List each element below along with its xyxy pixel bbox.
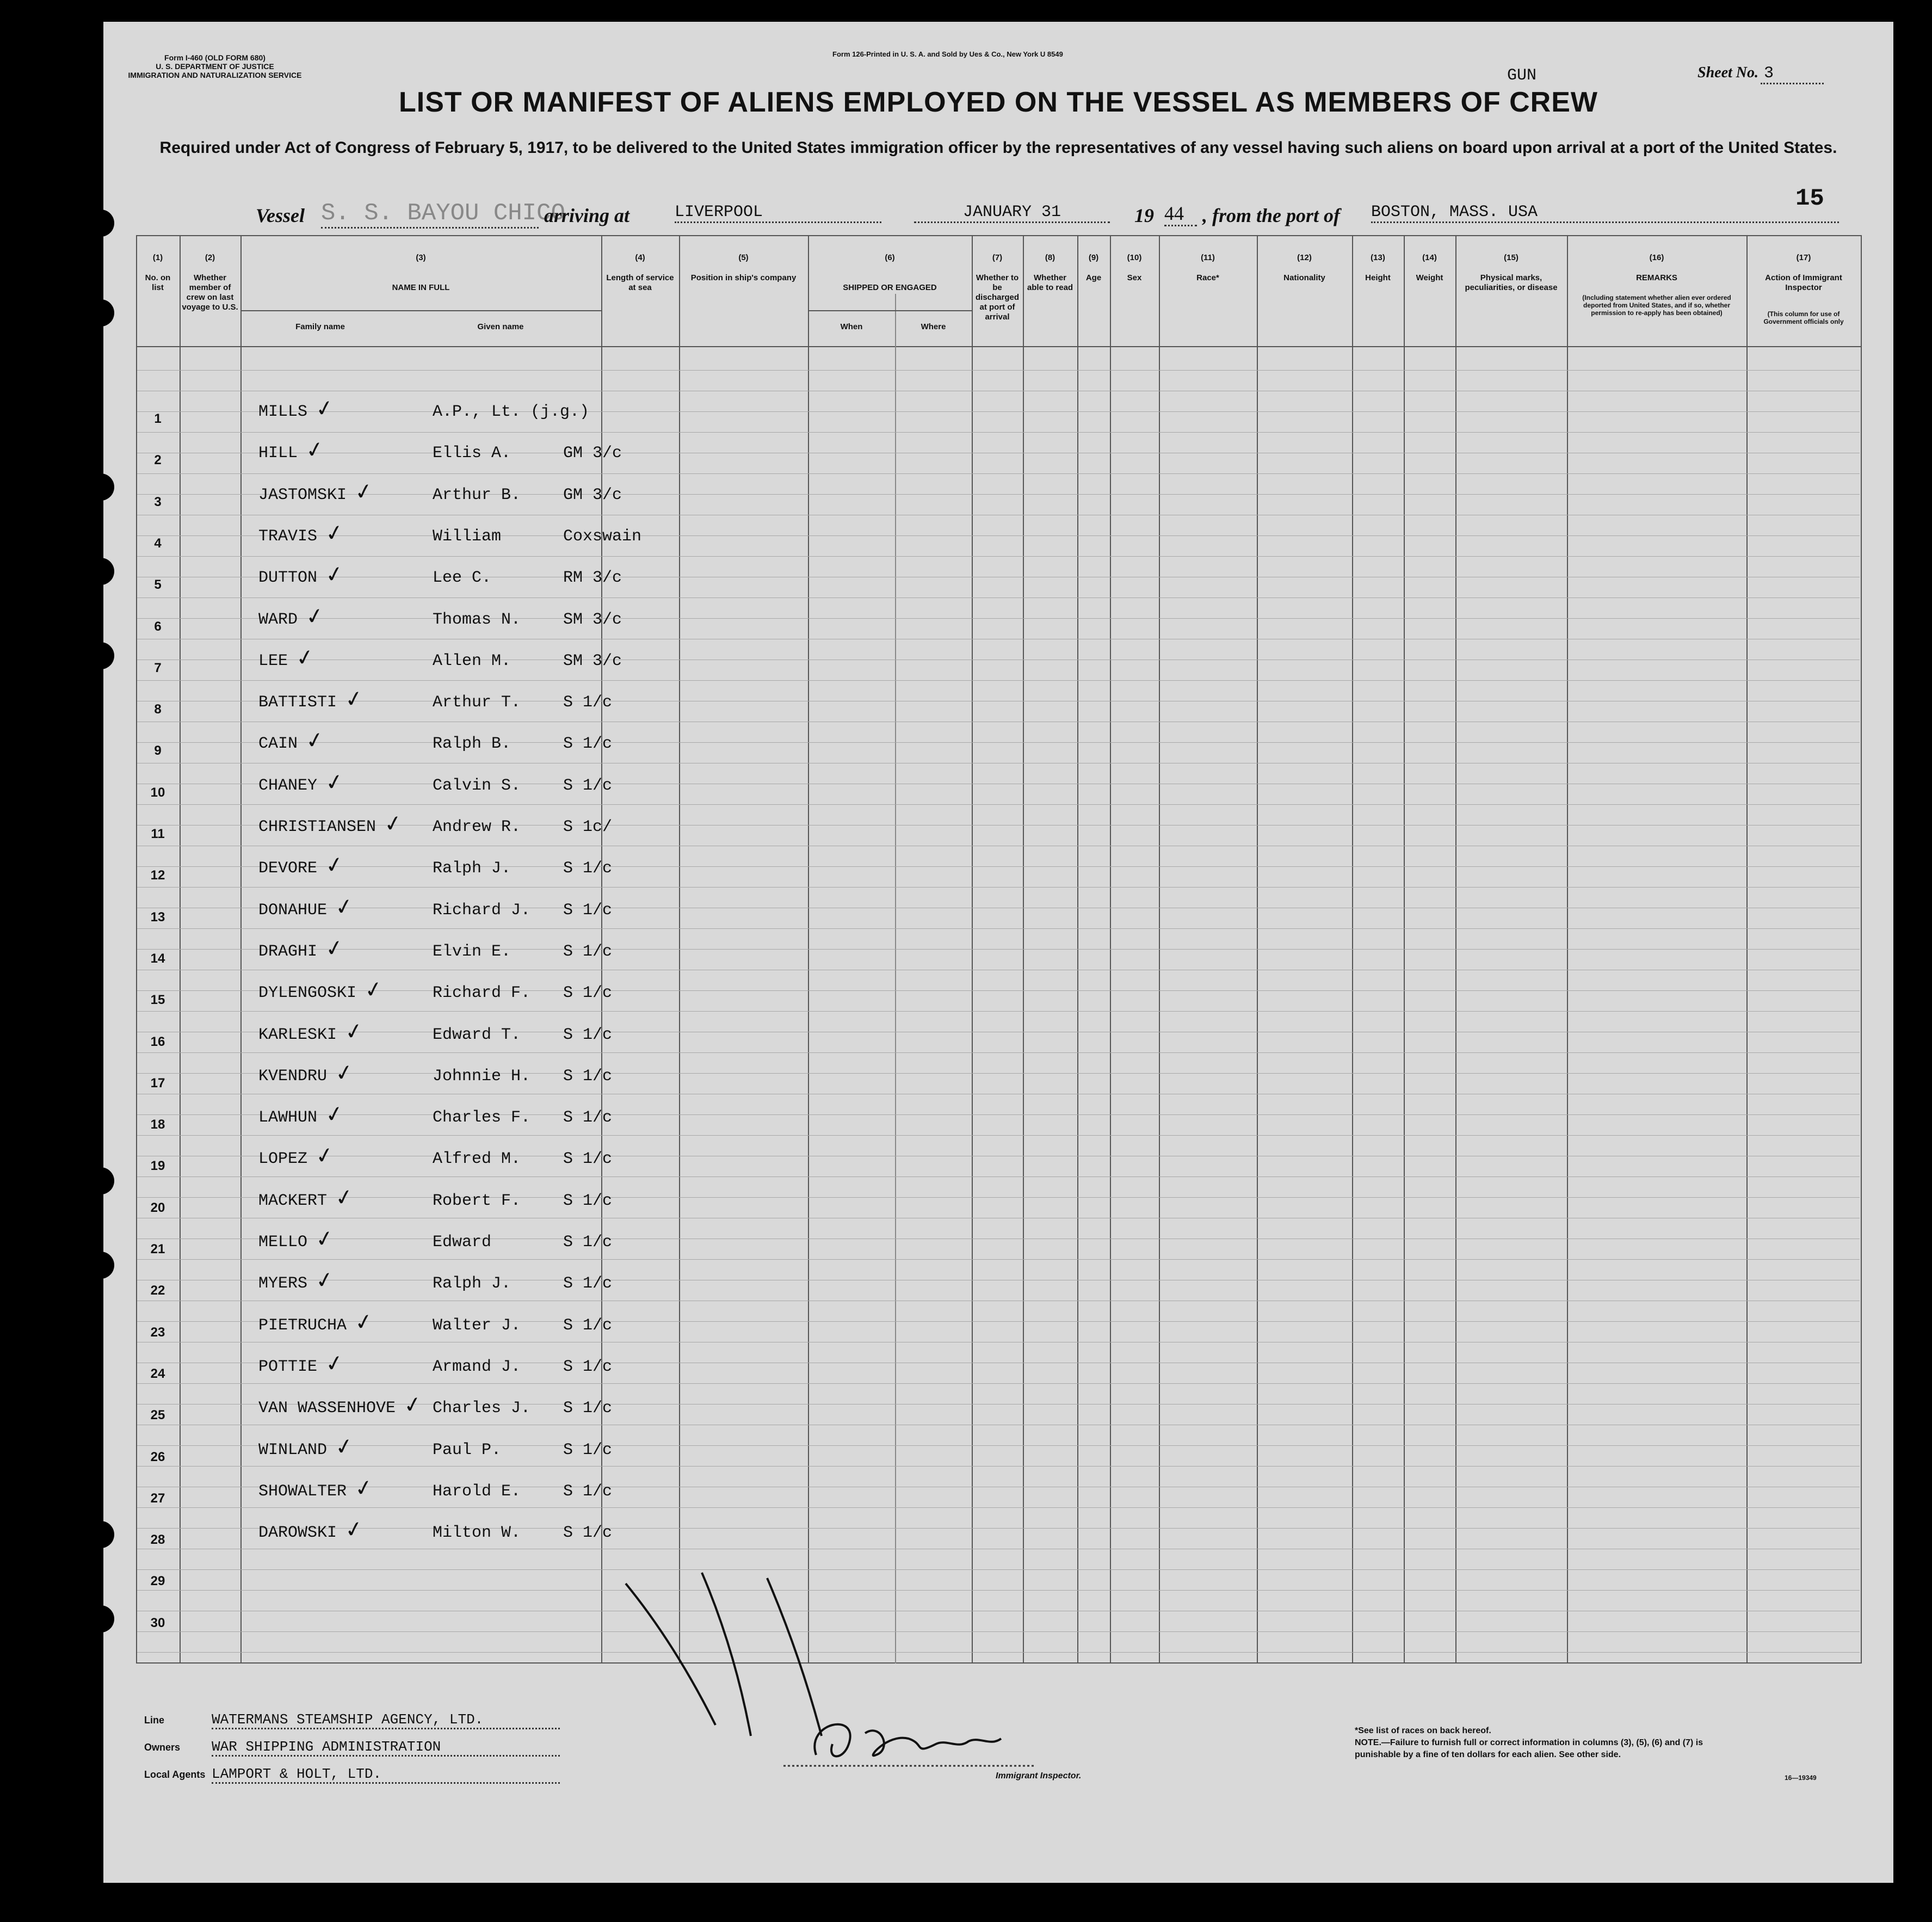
table-row bbox=[103, 685, 1893, 726]
table-row bbox=[103, 1516, 1893, 1556]
table-top-border bbox=[136, 235, 1861, 236]
sheet-value: 3 bbox=[1761, 64, 1824, 84]
binder-hole bbox=[87, 210, 114, 237]
family-name: CAIN bbox=[258, 735, 298, 754]
row-number: 30 bbox=[150, 1615, 165, 1630]
form-code: 16—19349 bbox=[1785, 1774, 1817, 1782]
table-row bbox=[103, 1565, 1893, 1598]
column-sublabel: Given name bbox=[477, 322, 524, 331]
page-subtitle: Required under Act of Congress of February 5, 1917, to be delivered to the United States immigration officer by the representatives of any vessel having such aliens on board upon arrival at a port of the United States. bbox=[159, 139, 1837, 157]
column-number: (13) bbox=[1371, 253, 1385, 262]
table-row bbox=[103, 810, 1893, 851]
rating: SM 3/c bbox=[563, 651, 622, 670]
column-number: (17) bbox=[1796, 253, 1811, 262]
check-mark-icon: ✓ bbox=[353, 478, 375, 506]
table-row bbox=[103, 851, 1893, 892]
rating: S 1/c bbox=[563, 1108, 613, 1128]
column-label: Whether to be discharged at port of arrival bbox=[975, 273, 1020, 322]
given-name: Walter J. bbox=[433, 1316, 521, 1335]
rating: S 1c/ bbox=[563, 818, 613, 836]
column-number: (3) bbox=[416, 253, 426, 262]
row-number: 7 bbox=[154, 660, 162, 675]
table-row bbox=[103, 1017, 1893, 1058]
family-name: POTTIE bbox=[258, 1357, 318, 1376]
agents-value: LAMPORT & HOLT, LTD. bbox=[212, 1766, 560, 1784]
family-name: MELLO bbox=[258, 1233, 308, 1252]
rating: S 1/c bbox=[563, 1025, 613, 1044]
table-row bbox=[103, 602, 1893, 643]
check-mark-icon: ✓ bbox=[313, 1225, 336, 1253]
given-name: Paul P. bbox=[433, 1440, 502, 1459]
given-name: Richard F. bbox=[433, 984, 531, 1003]
row-number: 12 bbox=[150, 868, 165, 883]
row-number: 21 bbox=[150, 1242, 165, 1256]
check-mark-icon: ✓ bbox=[323, 1350, 346, 1378]
manifest-sheet bbox=[103, 22, 1893, 1883]
given-name: Charles J. bbox=[433, 1399, 531, 1418]
given-name: Arthur B. bbox=[433, 485, 521, 504]
given-name: Ralph B. bbox=[433, 735, 511, 754]
column-label: Length of service at sea bbox=[606, 273, 674, 292]
row-number: 29 bbox=[150, 1574, 165, 1589]
sheet-label: Sheet No. bbox=[1698, 64, 1758, 81]
check-mark-icon: ✓ bbox=[343, 685, 366, 713]
given-name: Harold E. bbox=[433, 1482, 521, 1501]
column-label: Age bbox=[1085, 273, 1102, 282]
agents-field bbox=[144, 1766, 560, 1784]
row-number: 20 bbox=[150, 1200, 165, 1215]
check-mark-icon: ✓ bbox=[313, 1142, 336, 1170]
column-number: (8) bbox=[1045, 253, 1055, 262]
column-number: (11) bbox=[1201, 253, 1215, 262]
family-name: LEE bbox=[258, 651, 288, 670]
department: U. S. DEPARTMENT OF JUSTICE bbox=[156, 62, 274, 71]
column-number: (4) bbox=[635, 253, 645, 262]
table-row bbox=[103, 519, 1893, 560]
year-prefix: 19 bbox=[1134, 205, 1154, 226]
row-number: 14 bbox=[150, 951, 165, 966]
check-mark-icon: ✓ bbox=[313, 1266, 336, 1295]
row-number: 17 bbox=[150, 1075, 165, 1091]
service: IMMIGRATION AND NATURALIZATION SERVICE bbox=[128, 71, 302, 79]
check-mark-icon: ✓ bbox=[382, 810, 405, 838]
column-label: Whether member of crew on last voyage to U.S. bbox=[182, 273, 238, 312]
given-name: Richard J. bbox=[433, 901, 531, 920]
given-name: Ralph J. bbox=[433, 1274, 511, 1293]
arriving-label: arriving at bbox=[544, 205, 630, 226]
check-mark-icon: ✓ bbox=[402, 1391, 424, 1419]
column-label: Action of Immigrant Inspector bbox=[1765, 273, 1842, 292]
table-row bbox=[103, 1100, 1893, 1141]
given-name: Ellis A. bbox=[433, 444, 511, 463]
sheet-number bbox=[1698, 64, 1824, 84]
table-row bbox=[103, 934, 1893, 975]
agents-label: Local Agents bbox=[144, 1769, 206, 1780]
rating: S 1/c bbox=[563, 735, 613, 754]
column-detail: (Including statement whether alien ever ordered deported from United States, and if so, whether permission to re-apply has been obtained) bbox=[1582, 294, 1731, 317]
column-sublabel: Where bbox=[921, 322, 946, 331]
table-row bbox=[103, 436, 1893, 477]
given-name: Robert F. bbox=[433, 1191, 521, 1210]
family-name: JASTOMSKI bbox=[258, 485, 347, 504]
given-name: Edward bbox=[433, 1233, 492, 1252]
row-number: 28 bbox=[150, 1532, 165, 1548]
column-number: (9) bbox=[1088, 253, 1099, 262]
column-number: (1) bbox=[152, 253, 163, 262]
table-row bbox=[103, 726, 1893, 767]
check-mark-icon: ✓ bbox=[294, 644, 317, 672]
check-mark-icon: ✓ bbox=[353, 1308, 375, 1336]
given-name: Ralph J. bbox=[433, 859, 511, 878]
table-row bbox=[103, 644, 1893, 685]
table-row bbox=[103, 395, 1893, 435]
inspector-signature bbox=[783, 1701, 1045, 1777]
vessel-name: S. S. BAYOU CHICO bbox=[321, 200, 539, 229]
column-number: (2) bbox=[205, 253, 215, 262]
check-mark-icon: ✓ bbox=[343, 1017, 366, 1046]
row-number: 1 bbox=[154, 411, 162, 426]
footnote-penalty: NOTE.—Failure to furnish full or correct information in columns (3), (5), (6) and (7) is punishable by a fine of ten dollars for each alien. See other side. bbox=[1355, 1738, 1703, 1759]
rating: S 1/c bbox=[563, 1524, 613, 1543]
check-mark-icon: ✓ bbox=[353, 1474, 375, 1502]
printer-note: Form 126-Printed in U. S. A. and Sold by Ues & Co., New York U 8549 bbox=[832, 50, 1063, 58]
family-name: WARD bbox=[258, 610, 298, 629]
rating: Coxswain bbox=[563, 527, 642, 546]
family-name: MACKERT bbox=[258, 1191, 328, 1210]
table-row bbox=[103, 478, 1893, 519]
column-label: Weight bbox=[1416, 273, 1443, 282]
table-row bbox=[103, 768, 1893, 809]
corner-number: 15 bbox=[1795, 185, 1824, 212]
column-label: Race* bbox=[1196, 273, 1219, 282]
check-mark-icon: ✓ bbox=[343, 1516, 366, 1544]
column-label: Sex bbox=[1127, 273, 1142, 282]
family-name: MYERS bbox=[258, 1274, 308, 1293]
table-row bbox=[103, 976, 1893, 1017]
row-number: 6 bbox=[154, 619, 162, 634]
column-label: Nationality bbox=[1283, 273, 1325, 282]
footnote bbox=[1355, 1725, 1725, 1761]
given-name: Edward T. bbox=[433, 1025, 521, 1044]
table-row bbox=[103, 893, 1893, 934]
rating: S 1/c bbox=[563, 859, 613, 878]
family-name: DUTTON bbox=[258, 569, 318, 588]
check-mark-icon: ✓ bbox=[304, 726, 326, 755]
line-value: WATERMANS STEAMSHIP AGENCY, LTD. bbox=[212, 1711, 560, 1729]
rating: S 1/c bbox=[563, 1191, 613, 1210]
row-number: 9 bbox=[154, 743, 162, 759]
column-label: No. on list bbox=[145, 273, 171, 292]
rating: S 1/c bbox=[563, 1316, 613, 1335]
column-number: (12) bbox=[1297, 253, 1312, 262]
table-row bbox=[103, 1432, 1893, 1474]
column-label: Whether able to read bbox=[1027, 273, 1073, 292]
column-number: (15) bbox=[1504, 253, 1519, 262]
row-number: 25 bbox=[150, 1408, 165, 1423]
rating: S 1/c bbox=[563, 1482, 613, 1501]
table-row bbox=[103, 1607, 1893, 1640]
family-name: KARLESKI bbox=[258, 1025, 337, 1044]
rating: S 1/c bbox=[563, 776, 613, 795]
family-name: LOPEZ bbox=[258, 1150, 308, 1169]
column-number: (5) bbox=[738, 253, 749, 262]
family-name: DONAHUE bbox=[258, 901, 328, 920]
row-number: 5 bbox=[154, 577, 162, 593]
given-name: Milton W. bbox=[433, 1524, 521, 1543]
check-mark-icon: ✓ bbox=[323, 560, 346, 589]
rating: S 1/c bbox=[563, 1233, 613, 1252]
table-row bbox=[103, 560, 1893, 601]
rating: S 1/c bbox=[563, 1440, 613, 1459]
check-mark-icon: ✓ bbox=[323, 934, 346, 963]
family-name: CHANEY bbox=[258, 776, 318, 795]
given-name: Alfred M. bbox=[433, 1150, 521, 1169]
row-number: 8 bbox=[154, 702, 162, 717]
arrival-date: JANUARY 31 bbox=[914, 203, 1110, 223]
table-row bbox=[103, 1391, 1893, 1432]
rating: S 1/c bbox=[563, 901, 613, 920]
given-name: William bbox=[433, 527, 502, 546]
owners-field bbox=[144, 1739, 560, 1757]
form-number: Form I-460 (OLD FORM 680) bbox=[164, 53, 266, 62]
check-mark-icon: ✓ bbox=[304, 436, 326, 464]
vessel-label: Vessel bbox=[256, 205, 305, 226]
check-mark-icon: ✓ bbox=[313, 395, 336, 423]
family-name: VAN WASSENHOVE bbox=[258, 1399, 396, 1418]
family-name: TRAVIS bbox=[258, 527, 318, 546]
check-mark-icon: ✓ bbox=[323, 519, 346, 547]
rating: GM 3/c bbox=[563, 485, 622, 504]
column-number: (14) bbox=[1422, 253, 1437, 262]
column-detail: (This column for use of Government officials only bbox=[1763, 310, 1844, 325]
given-name: Allen M. bbox=[433, 651, 511, 670]
rating: RM 3/c bbox=[563, 569, 622, 588]
row-number: 2 bbox=[154, 453, 162, 468]
column-label: NAME IN FULL bbox=[392, 283, 450, 292]
rating: S 1/c bbox=[563, 942, 613, 961]
check-mark-icon: ✓ bbox=[333, 1184, 356, 1212]
year-suffix: 44 bbox=[1164, 202, 1197, 226]
subheader-rule bbox=[240, 310, 601, 311]
check-mark-icon: ✓ bbox=[333, 893, 356, 921]
column-label: Height bbox=[1365, 273, 1391, 282]
vessel-line bbox=[256, 199, 1844, 231]
table-bottom-border bbox=[136, 1662, 1861, 1664]
ledger-rule bbox=[137, 370, 1860, 371]
form-identifier bbox=[120, 53, 310, 79]
check-mark-icon: ✓ bbox=[323, 851, 346, 879]
table-row bbox=[103, 1225, 1893, 1266]
footnote-races: *See list of races on back hereof. bbox=[1355, 1726, 1491, 1735]
inspector-label: Immigrant Inspector. bbox=[996, 1771, 1082, 1781]
column-label: Position in ship's company bbox=[690, 273, 797, 282]
check-mark-icon: ✓ bbox=[304, 602, 326, 631]
header-bottom-border bbox=[136, 346, 1861, 347]
given-name: Calvin S. bbox=[433, 776, 521, 795]
given-name: Elvin E. bbox=[433, 942, 511, 961]
row-number: 23 bbox=[150, 1325, 165, 1340]
rating: S 1/c bbox=[563, 1067, 613, 1086]
row-number: 26 bbox=[150, 1449, 165, 1464]
table-row bbox=[103, 1474, 1893, 1515]
owners-label: Owners bbox=[144, 1742, 181, 1753]
row-number: 3 bbox=[154, 494, 162, 509]
family-name: CHRISTIANSEN bbox=[258, 818, 376, 836]
line-field bbox=[144, 1711, 560, 1729]
check-mark-icon: ✓ bbox=[323, 768, 346, 797]
row-number: 19 bbox=[150, 1159, 165, 1174]
rating: S 1/c bbox=[563, 984, 613, 1003]
given-name: Andrew R. bbox=[433, 818, 521, 836]
given-name: Armand J. bbox=[433, 1357, 521, 1376]
rating: S 1/c bbox=[563, 1274, 613, 1293]
table-row bbox=[103, 1350, 1893, 1390]
column-number: (7) bbox=[992, 253, 1003, 262]
row-number: 15 bbox=[150, 993, 165, 1008]
check-mark-icon: ✓ bbox=[333, 1432, 356, 1461]
given-name: A.P., Lt. (j.g.) bbox=[433, 403, 590, 421]
ledger-rule bbox=[137, 1652, 1860, 1653]
family-name: KVENDRU bbox=[258, 1067, 328, 1086]
family-name: WINLAND bbox=[258, 1440, 328, 1459]
row-number: 4 bbox=[154, 535, 162, 551]
line-label: Line bbox=[144, 1715, 165, 1726]
family-name: PIETRUCHA bbox=[258, 1316, 347, 1335]
given-name: Johnnie H. bbox=[433, 1067, 531, 1086]
arrival-port: LIVERPOOL bbox=[675, 203, 881, 223]
column-label: REMARKS bbox=[1636, 273, 1677, 282]
rating: S 1/c bbox=[563, 1357, 613, 1376]
given-name: Charles F. bbox=[433, 1108, 531, 1128]
page-title: LIST OR MANIFEST OF ALIENS EMPLOYED ON THE VESSEL AS MEMBERS OF CREW bbox=[399, 87, 1598, 118]
column-number: (6) bbox=[885, 253, 895, 262]
subheader-rule bbox=[808, 310, 972, 311]
rating: S 1/c bbox=[563, 693, 613, 712]
from-port: BOSTON, MASS. USA bbox=[1371, 203, 1839, 223]
column-number: (16) bbox=[1649, 253, 1664, 262]
column-sublabel: When bbox=[840, 322, 863, 331]
family-name: BATTISTI bbox=[258, 693, 337, 712]
family-name: HILL bbox=[258, 444, 298, 463]
row-number: 10 bbox=[150, 785, 165, 800]
family-name: SHOWALTER bbox=[258, 1482, 347, 1501]
family-name: MILLS bbox=[258, 403, 308, 421]
row-number: 18 bbox=[150, 1117, 165, 1132]
row-number: 13 bbox=[150, 909, 165, 925]
binder-hole bbox=[87, 299, 114, 327]
family-name: LAWHUN bbox=[258, 1108, 318, 1128]
table-row bbox=[103, 1308, 1893, 1349]
rating: SM 3/c bbox=[563, 610, 622, 629]
given-name: Thomas N. bbox=[433, 610, 521, 629]
check-mark-icon: ✓ bbox=[333, 1059, 356, 1087]
family-name: DEVORE bbox=[258, 859, 318, 878]
column-label: SHIPPED OR ENGAGED bbox=[843, 283, 937, 292]
check-mark-icon: ✓ bbox=[362, 976, 385, 1004]
row-number: 27 bbox=[150, 1490, 165, 1506]
row-number: 24 bbox=[150, 1366, 165, 1381]
family-name: DYLENGOSKI bbox=[258, 984, 357, 1003]
rating: S 1/c bbox=[563, 1150, 613, 1169]
given-name: Lee C. bbox=[433, 569, 492, 588]
table-row bbox=[103, 1266, 1893, 1307]
rating: GM 3/c bbox=[563, 444, 622, 463]
rating: S 1/c bbox=[563, 1399, 613, 1418]
table-row bbox=[103, 1142, 1893, 1182]
gun-note: GUN bbox=[1507, 66, 1537, 85]
row-number: 11 bbox=[151, 827, 165, 841]
column-sublabel: Family name bbox=[295, 322, 345, 331]
column-label: Physical marks, peculiarities, or disease bbox=[1465, 273, 1558, 292]
family-name: DRAGHI bbox=[258, 942, 318, 961]
row-number: 16 bbox=[150, 1034, 165, 1049]
check-mark-icon: ✓ bbox=[323, 1100, 346, 1129]
table-row bbox=[103, 1184, 1893, 1224]
table-row bbox=[103, 1059, 1893, 1100]
owners-value: WAR SHIPPING ADMINISTRATION bbox=[212, 1739, 560, 1757]
family-name: DAROWSKI bbox=[258, 1524, 337, 1543]
from-port-label: , from the port of bbox=[1202, 205, 1341, 226]
column-number: (10) bbox=[1127, 253, 1142, 262]
given-name: Arthur T. bbox=[433, 693, 521, 712]
row-number: 22 bbox=[150, 1283, 165, 1298]
